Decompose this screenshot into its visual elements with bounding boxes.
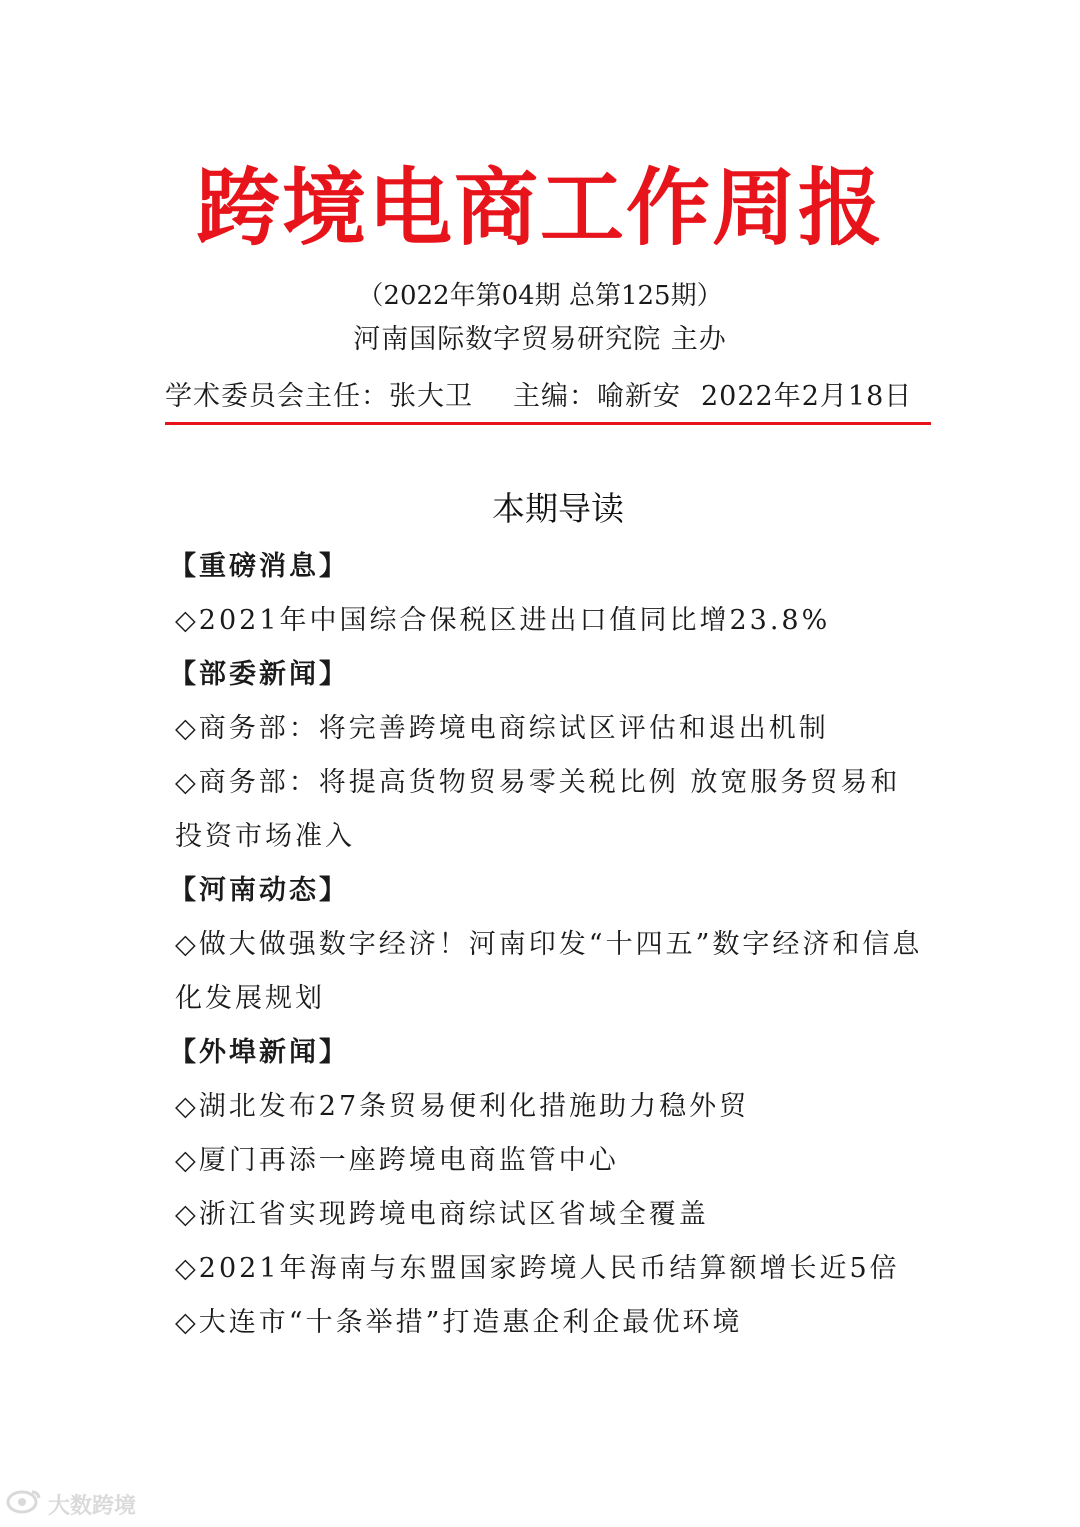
sponsor-line: 河南国际数字贸易研究院 主办 [353, 324, 727, 355]
issue-number: （2022年第04期 总第125期） [357, 281, 723, 311]
section-title-henan-updates: 【河南动态】 [169, 875, 349, 906]
publication-date: 2022年2月18日 [701, 381, 913, 412]
section-title-other-regions: 【外埠新闻】 [169, 1037, 349, 1068]
credits-line [165, 375, 925, 419]
section-title-ministry-news: 【部委新闻】 [169, 659, 349, 690]
toc-item[interactable]: ◇大连市“十条举措”打造惠企利企最优环境 [175, 1307, 743, 1338]
chief-editor: 主编：喻新安 [513, 381, 681, 412]
toc-heading: 本期导读 [492, 489, 624, 528]
toc-item[interactable]: ◇厦门再添一座跨境电商监管中心 [175, 1145, 619, 1176]
weibo-eye-logo-icon [6, 1488, 48, 1520]
header-divider [165, 422, 931, 425]
toc-item[interactable]: ◇商务部：将提高货物贸易零关税比例 放宽服务贸易和投资市场准入 [175, 767, 901, 852]
watermark-text: 大数跨境 [48, 1493, 137, 1519]
toc-item[interactable]: ◇浙江省实现跨境电商综试区省域全覆盖 [175, 1199, 709, 1230]
toc-item[interactable]: ◇商务部：将完善跨境电商综试区评估和退出机制 [175, 713, 829, 744]
toc-item[interactable]: ◇做大做强数字经济！河南印发“十四五”数字经济和信息化发展规划 [175, 929, 923, 1014]
toc-item[interactable]: ◇2021年海南与东盟国家跨境人民币结算额增长近5倍 [175, 1253, 900, 1284]
toc-item[interactable]: ◇湖北发布27条贸易便利化措施助力稳外贸 [175, 1091, 750, 1122]
newsletter-title: 跨境电商工作周报 [195, 159, 884, 257]
toc-item[interactable]: ◇2021年中国综合保税区进出口值同比增23.8% [175, 605, 831, 636]
section-title-headline-news: 【重磅消息】 [169, 551, 349, 582]
committee-chair: 学术委员会主任：张大卫 [165, 381, 473, 412]
table-of-contents [169, 540, 935, 1350]
watermark [6, 1487, 136, 1521]
